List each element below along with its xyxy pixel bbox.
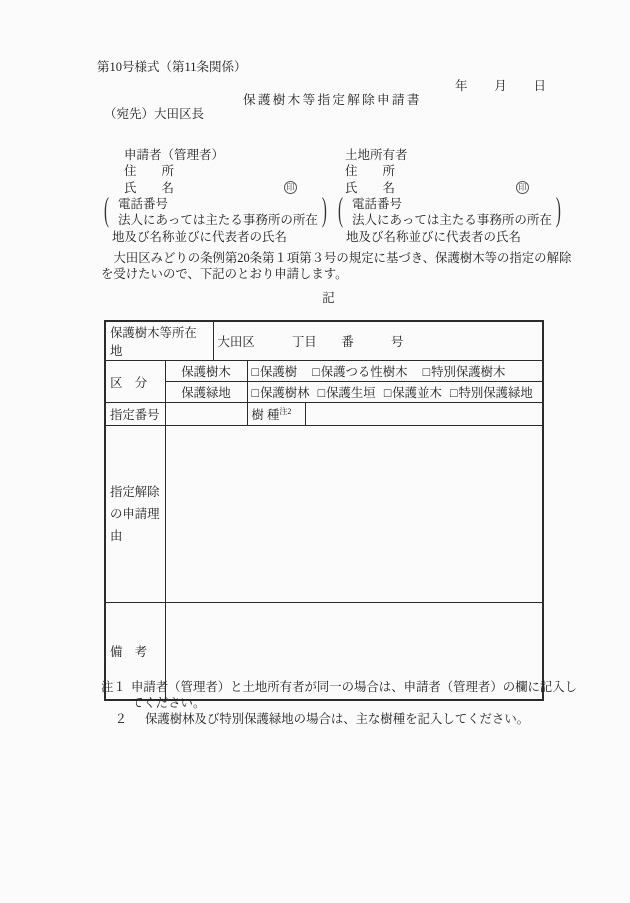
applicant-name-row bbox=[104, 180, 297, 196]
application-statement: 大田区みどりの条例第20条第１項第３号の規定に基づき、保護樹木等の指定の解除を受けたいので、下記のとおり申請します。 bbox=[101, 251, 572, 282]
seal-icon: 印 bbox=[516, 181, 529, 194]
checkbox-icon[interactable]: □ bbox=[251, 386, 259, 400]
option-hogoju: □保護樹 bbox=[251, 365, 298, 379]
reason-row bbox=[105, 426, 543, 603]
applicant-address-label: 住 所 bbox=[124, 164, 175, 179]
designation-number-input-cell[interactable] bbox=[165, 403, 247, 426]
designation-number-label-cell: 指定番号 bbox=[105, 403, 165, 426]
species-input-cell[interactable] bbox=[305, 403, 543, 426]
checkbox-icon[interactable]: □ bbox=[449, 386, 458, 400]
designation-number-row bbox=[105, 403, 543, 426]
checkbox-icon[interactable]: □ bbox=[251, 365, 259, 379]
date-year-label: 年 bbox=[455, 79, 468, 93]
landowner-address-label: 住 所 bbox=[345, 164, 396, 179]
location-label-cell: 保護樹木等所在地 bbox=[105, 321, 213, 361]
footnote-1-ref: 注１ bbox=[101, 680, 126, 694]
species-note-ref: 注2 bbox=[279, 406, 292, 416]
open-paren-glyph: ( bbox=[104, 193, 109, 230]
date-day-label: 日 bbox=[533, 79, 546, 93]
application-table bbox=[104, 320, 544, 701]
applicant-name-label: 氏 名 bbox=[124, 180, 175, 195]
landowner-corp-paren-group bbox=[338, 193, 564, 230]
checkbox-icon[interactable]: □ bbox=[317, 386, 326, 400]
close-paren-glyph: ) bbox=[555, 193, 561, 230]
reason-label-cell: 指定解除の申請理由 bbox=[105, 426, 165, 603]
landowner-corp-line2: 地及び名称並びに代表者の氏名 bbox=[346, 229, 522, 244]
applicant-block bbox=[104, 147, 330, 245]
date-line bbox=[455, 76, 546, 94]
location-row bbox=[105, 321, 543, 361]
applicant-heading: 申請者（管理者） bbox=[124, 148, 225, 162]
footnote-2-ref: ２ bbox=[114, 712, 127, 727]
open-paren-glyph: ( bbox=[338, 193, 343, 230]
addressee-line: （宛先）大田区長 bbox=[104, 107, 205, 121]
option-hogo-tsurusei-jumoku: □保護つる性樹木 bbox=[312, 365, 408, 379]
location-value-cell[interactable]: 大田区 丁目 番 号 bbox=[213, 321, 543, 361]
option-tokubetsu-hogo-jumoku: □特別保護樹木 bbox=[422, 365, 506, 379]
landowner-phone-label: 電話番号 bbox=[352, 197, 403, 212]
checkbox-icon[interactable]: □ bbox=[422, 365, 431, 379]
option-hogo-ikegaki: □保護生垣 bbox=[317, 386, 376, 400]
category-options-tree-cell bbox=[247, 361, 543, 382]
species-label-cell: 樹 種$^{注2}$ bbox=[247, 403, 305, 426]
checkbox-icon[interactable]: □ bbox=[312, 365, 320, 379]
footnotes bbox=[101, 679, 601, 728]
applicant-corp-paren-group bbox=[104, 193, 330, 230]
remarks-label-cell: 備 考 bbox=[105, 603, 165, 701]
landowner-block bbox=[338, 147, 564, 245]
date-month-label: 月 bbox=[494, 79, 507, 93]
applicant-corp-line1: 法人にあっては主たる事務所の所在 bbox=[118, 213, 318, 228]
applicant-phone-label: 電話番号 bbox=[118, 197, 169, 212]
category-options-greenery-cell bbox=[247, 382, 543, 403]
category-row-tree bbox=[105, 361, 543, 382]
option-tokubetsu-hogo-ryokuchi: □特別保護緑地 bbox=[449, 386, 533, 400]
category-row-greenery bbox=[105, 382, 543, 403]
footnote-1-text: 申請者（管理者）と土地所有者が同一の場合は、申請者（管理者）の欄に記入してください。 bbox=[131, 680, 578, 711]
seal-icon: 印 bbox=[284, 181, 297, 194]
category-label-cell: 区 分 bbox=[105, 361, 165, 403]
form-title: 保護樹木等指定解除申請書 bbox=[243, 93, 422, 107]
landowner-heading: 土地所有者 bbox=[345, 148, 408, 162]
reason-input-cell[interactable] bbox=[165, 426, 543, 603]
applicant-corp-line2: 地及び名称並びに代表者の氏名 bbox=[112, 229, 288, 244]
checkbox-icon[interactable]: □ bbox=[383, 386, 392, 400]
option-hogo-jurin: □保護樹林 bbox=[251, 386, 310, 400]
form-number: 第10号様式（第11条関係） bbox=[97, 60, 247, 74]
footnote-1 bbox=[101, 679, 601, 711]
landowner-name-row bbox=[338, 180, 529, 196]
option-hogo-namiki: □保護並木 bbox=[383, 386, 442, 400]
category-type-tree-cell: 保護樹木 bbox=[165, 361, 247, 382]
footnote-2 bbox=[101, 711, 601, 727]
category-type-greenery-cell: 保護緑地 bbox=[165, 382, 247, 403]
landowner-corp-line1: 法人にあっては主たる事務所の所在 bbox=[352, 213, 552, 228]
close-paren-glyph: ) bbox=[321, 193, 327, 230]
footnote-2-text: 保護樹林及び特別保護緑地の場合は、主な樹種を記入してください。 bbox=[145, 712, 530, 727]
landowner-name-label: 氏 名 bbox=[345, 180, 396, 195]
record-mark: 記 bbox=[322, 291, 335, 305]
